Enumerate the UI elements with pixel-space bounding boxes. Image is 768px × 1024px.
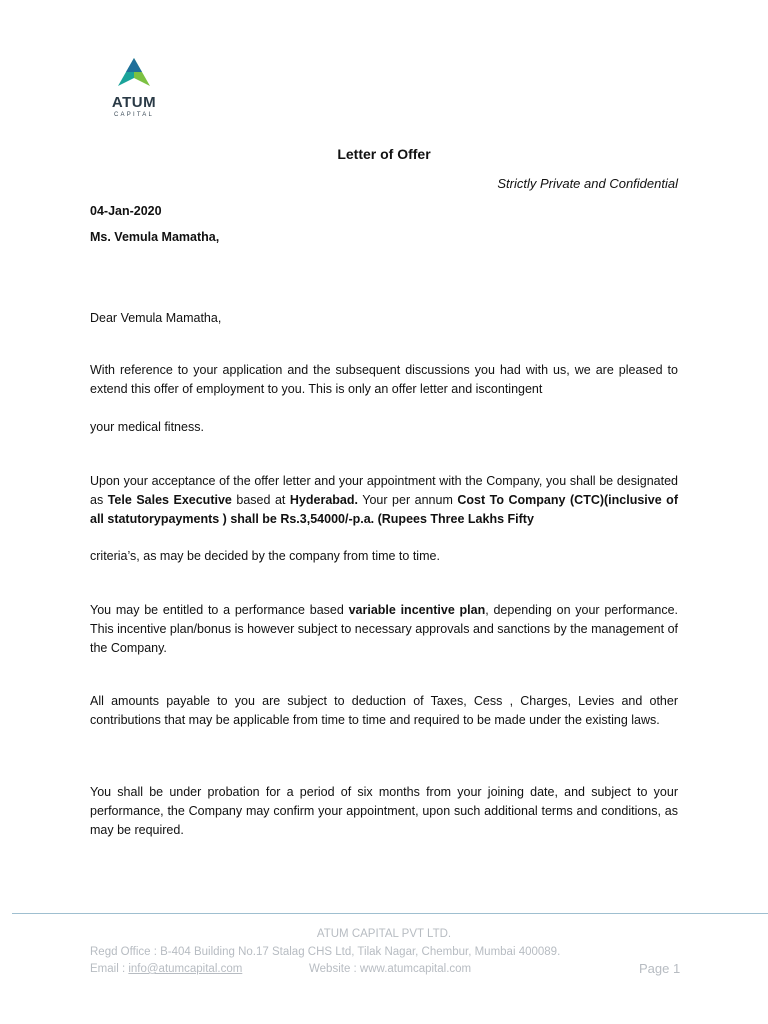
paragraph-criteria: criteria’s, as may be decided by the company from time to time. [90, 549, 440, 563]
letter-title: Letter of Offer [337, 146, 431, 162]
salutation: Dear Vemula Mamatha, [90, 311, 222, 325]
paragraph-reference: With reference to your application and the subsequent discussions you had with us, we are pleased to extend this offer of employment to you. This is only an offer letter and iscontingent [90, 363, 678, 396]
logo-name: ATUM [111, 94, 157, 111]
page-number: Page 1 [639, 961, 681, 976]
footer-office-address: Regd Office : B-404 Building No.17 Stalag CHS Ltd, Tilak Nagar, Chembur, Mumbai 400089. [90, 946, 561, 958]
paragraph-fitness: your medical fitness. [90, 420, 204, 434]
confidential-note: Strictly Private and Confidential [497, 176, 678, 191]
logo-subtitle: CAPITAL [114, 112, 154, 118]
paragraph-designation [90, 472, 678, 529]
letter-date: 04-Jan-2020 [90, 204, 162, 218]
footer-website: Website : www.atumcapital.com [309, 963, 472, 975]
paragraph-probation: You shall be under probation for a period of six months from your joining date, and subject to your performance, the Company may confirm your appointment, upon such additional terms and conditions, as may be required. [90, 785, 678, 837]
addressee: Ms. Vemula Mamatha, [90, 230, 220, 244]
ctc-text: (CTC)(inclusive of all statutorypayments ) shall be Rs.3,54000/-p.a. (Rupees Three Lakhs Fifty [90, 493, 678, 526]
paragraph-deductions: All amounts payable to you are subject to deduction of Taxes, Cess , Charges, Levies and other contributions that may be applicable from time to time and required to be made under the existing laws. [90, 694, 678, 727]
incentive-highlight: variable incentive plan [348, 603, 486, 617]
incentive-text-2: , depending on your performance. This incentive plan/bonus is however subject to necessary approvals and sanctions by the management of the Company. [90, 603, 678, 655]
footer-email [90, 960, 242, 978]
paragraph-incentive [90, 601, 678, 658]
logo-mark-icon [108, 56, 160, 96]
footer-email-label: Email : [90, 963, 129, 975]
designation-location: Hyderabad. [289, 493, 358, 507]
designation-text-2: based at [231, 493, 290, 507]
footer-email-link[interactable]: info@atumcapital.com [128, 963, 243, 975]
company-logo [104, 56, 164, 122]
designation-text: Upon your acceptance of the offer letter and your appointment with the Company, you shall be designated as [90, 474, 678, 507]
incentive-text: You may be entitled to a performance based [90, 603, 349, 617]
ctc-label: Cost To Company [457, 493, 566, 507]
footer-company: ATUM CAPITAL PVT LTD. [316, 928, 452, 940]
designation-text-3: Your per annum [358, 493, 458, 507]
footer-divider [12, 913, 768, 914]
designation-role: Tele Sales Executive [107, 493, 232, 507]
